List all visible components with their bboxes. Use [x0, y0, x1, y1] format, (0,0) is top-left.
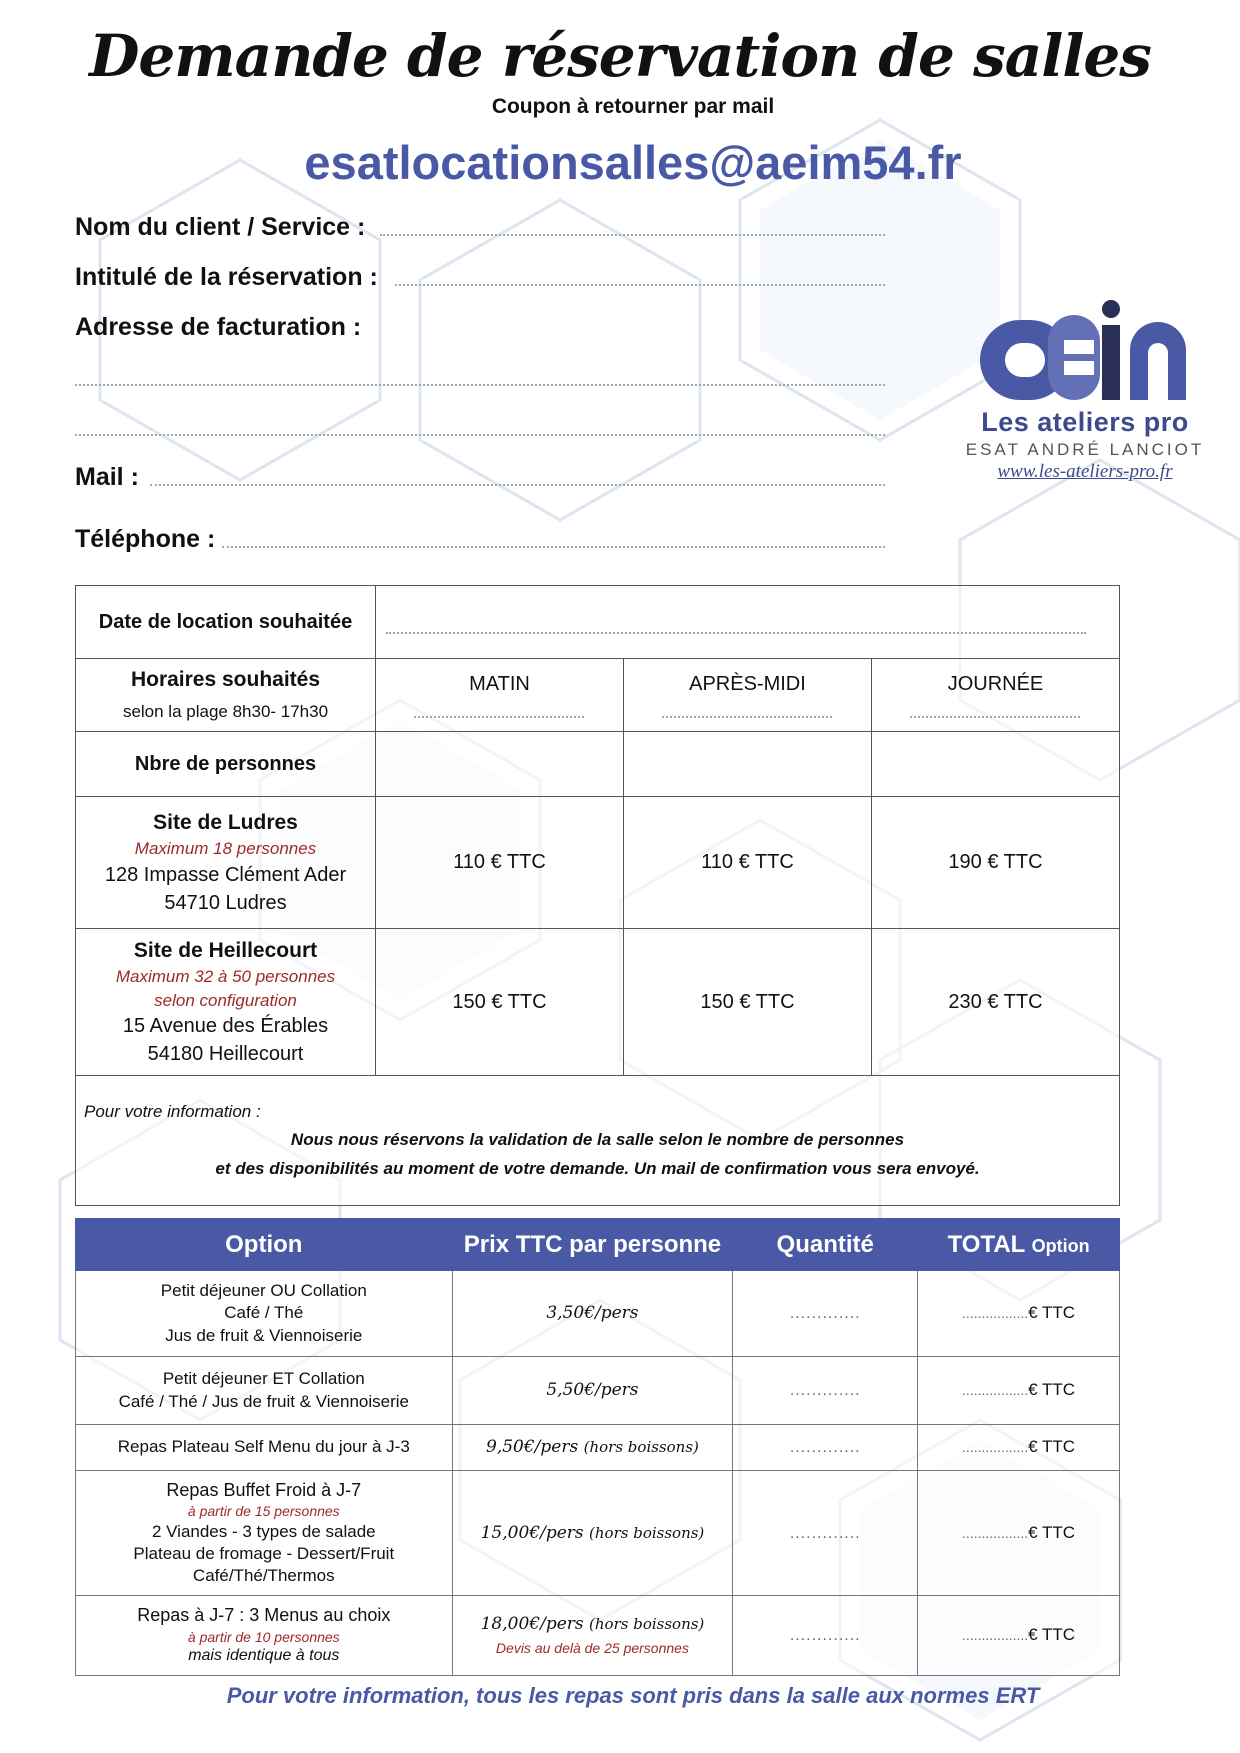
horaires-cell [76, 659, 376, 732]
billing-address-field-line2[interactable] [75, 434, 885, 436]
site-ludres-capacity: Maximum 18 personnes [134, 839, 317, 859]
option-price-note: (hors boissons) [589, 1615, 705, 1634]
price-cell: 230 € TTC [871, 929, 1119, 1076]
site-row-heillecourt [76, 929, 1120, 1076]
page-subtitle: Coupon à retourner par mail [491, 95, 775, 118]
option-description [76, 1471, 453, 1596]
option-line: Café / Thé [224, 1303, 304, 1323]
header-total-small: Option [1031, 1235, 1090, 1256]
option-line: Jus de fruit & Viennoiserie [165, 1325, 363, 1345]
option-price-cell [452, 1596, 733, 1676]
info-line-1: Nous nous réservons la validation de la salle selon le nombre de personnes [290, 1130, 905, 1150]
option-price-note: (hors boissons) [589, 1523, 705, 1542]
option-quantity-field[interactable]: ............. [733, 1425, 918, 1471]
option-total-field[interactable]: .................€ TTC [918, 1425, 1120, 1471]
slot-journee[interactable] [871, 659, 1119, 732]
header-total-label: TOTAL [947, 1230, 1025, 1258]
option-description [76, 1271, 453, 1357]
site-ludres-cell [76, 797, 376, 929]
option-total-field[interactable]: .................€ TTC [918, 1271, 1120, 1357]
site-heillecourt-config: selon configuration [154, 990, 297, 1010]
option-line: Repas à J-7 : 3 Menus au choix [137, 1605, 391, 1626]
option-line: 2 Viandes - 3 types de salade [151, 1521, 376, 1541]
options-table [75, 1218, 1120, 1676]
site-heillecourt-address2: 54180 Heillecourt [147, 1043, 304, 1066]
billing-address-label: Adresse de facturation : [75, 313, 362, 341]
option-price: 15,00€/pers [480, 1522, 584, 1543]
option-quantity-field[interactable]: ............. [733, 1596, 918, 1676]
site-ludres-name: Site de Ludres [153, 810, 298, 834]
site-heillecourt-cell [76, 929, 376, 1076]
option-line: Café / Thé / Jus de fruit & Viennoiserie [118, 1391, 409, 1411]
option-total-unit: € TTC [1028, 1437, 1076, 1457]
slot-apres-midi[interactable] [623, 659, 871, 732]
website-link[interactable]: www.les-ateliers-pro.fr [997, 461, 1173, 482]
slot-matin-label: MATIN [469, 672, 530, 695]
option-description [76, 1425, 453, 1471]
mail-field[interactable] [150, 484, 885, 486]
header-prix: Prix TTC par personne [452, 1219, 733, 1271]
option-total-field[interactable]: .................€ TTC [918, 1596, 1120, 1676]
option-line: Repas Plateau Self Menu du jour à J-3 [117, 1437, 410, 1457]
option-price-cell [452, 1471, 733, 1596]
price-cell: 110 € TTC [376, 797, 624, 929]
option-price: 3,50€/pers [452, 1271, 733, 1357]
option-total-unit: € TTC [1028, 1380, 1076, 1400]
option-line: mais identique à tous [188, 1646, 340, 1664]
date-field[interactable] [376, 586, 1120, 659]
option-price: 18,00€/pers [480, 1614, 584, 1635]
site-heillecourt-address1: 15 Avenue des Érables [122, 1015, 329, 1038]
option-row [76, 1471, 1120, 1596]
option-description [76, 1596, 453, 1676]
header-quantite: Quantité [733, 1219, 918, 1271]
option-line: Café/Thé/Thermos [192, 1565, 335, 1585]
option-row [76, 1425, 1120, 1471]
header-option: Option [76, 1219, 453, 1271]
billing-address-field-line1[interactable] [75, 384, 885, 386]
option-line: Petit déjeuner OU Collation [160, 1281, 367, 1301]
option-devis-note: Devis au delà de 25 personnes [495, 1640, 689, 1657]
page-title: Demande de réservation de salles [89, 22, 1151, 90]
slot-apres-midi-label: APRÈS-MIDI [689, 672, 806, 695]
site-ludres-address1: 128 Impasse Clément Ader [104, 864, 347, 887]
option-line: Repas Buffet Froid à J-7 [166, 1480, 362, 1501]
site-heillecourt-capacity: Maximum 32 à 50 personnes [115, 966, 336, 986]
contact-email-link[interactable]: esatlocationsalles@aeim54.fr [304, 136, 962, 189]
logo-name: Les ateliers pro [981, 407, 1189, 437]
price-cell: 150 € TTC [623, 929, 871, 1076]
option-price-cell [452, 1425, 733, 1471]
horaires-row [76, 659, 1120, 732]
client-name-field[interactable] [380, 234, 885, 236]
nbre-apres-midi-field[interactable] [623, 732, 871, 797]
info-cell [76, 1076, 1120, 1206]
company-logo [950, 295, 1220, 490]
site-ludres-address2: 54710 Ludres [164, 892, 287, 915]
horaires-label: Horaires souhaités [130, 668, 321, 691]
nbre-matin-field[interactable] [376, 732, 624, 797]
option-price-note: (hors boissons) [583, 1438, 699, 1457]
price-cell: 150 € TTC [376, 929, 624, 1076]
info-row [76, 1076, 1120, 1206]
phone-field[interactable] [222, 546, 885, 548]
option-line: Petit déjeuner ET Collation [162, 1369, 365, 1389]
slot-matin[interactable] [376, 659, 624, 732]
option-quantity-field[interactable]: ............. [733, 1271, 918, 1357]
option-note: à partir de 10 personnes [187, 1628, 340, 1645]
date-label: Date de location souhaitée [76, 586, 376, 659]
logo-subtitle: ESAT ANDRÉ LANCIOT [965, 440, 1205, 459]
footer-note: Pour votre information, tous les repas sont pris dans la salle aux normes ERT [226, 1683, 1040, 1708]
nbre-label: Nbre de personnes [76, 732, 376, 797]
option-total-unit: € TTC [1028, 1303, 1076, 1323]
option-row [76, 1271, 1120, 1357]
option-price: 9,50€/pers [486, 1437, 579, 1458]
phone-label: Téléphone : [75, 525, 216, 553]
option-description [76, 1357, 453, 1425]
booking-title-field[interactable] [395, 284, 885, 286]
option-quantity-field[interactable]: ............. [733, 1471, 918, 1596]
booking-table [75, 585, 1120, 1206]
horaires-note: selon la plage 8h30- 17h30 [122, 702, 329, 721]
option-total-unit: € TTC [1028, 1625, 1076, 1645]
option-total-field[interactable]: .................€ TTC [918, 1471, 1120, 1596]
option-line: Plateau de fromage - Dessert/Fruit [133, 1543, 395, 1563]
option-total-unit: € TTC [1028, 1522, 1076, 1542]
nbre-row [76, 732, 1120, 797]
header-total [918, 1219, 1120, 1271]
option-row [76, 1596, 1120, 1676]
option-total-field[interactable]: .................€ TTC [918, 1357, 1120, 1425]
aeim-logo-mark [970, 295, 1200, 405]
site-row-ludres [76, 797, 1120, 929]
client-name-label: Nom du client / Service : [75, 213, 366, 241]
option-row [76, 1357, 1120, 1425]
option-price: 5,50€/pers [452, 1357, 733, 1425]
slot-journee-label: JOURNÉE [947, 672, 1044, 695]
info-label: Pour votre information : [84, 1102, 261, 1122]
mail-label: Mail : [75, 463, 139, 491]
site-heillecourt-name: Site de Heillecourt [133, 938, 318, 962]
price-cell: 190 € TTC [871, 797, 1119, 929]
price-cell: 110 € TTC [623, 797, 871, 929]
info-line-2: et des disponibilités au moment de votre demande. Un mail de confirmation vous sera envoyé. [215, 1158, 980, 1178]
option-note: à partir de 15 personnes [187, 1503, 340, 1520]
option-quantity-field[interactable]: ............. [733, 1357, 918, 1425]
booking-title-label: Intitulé de la réservation : [75, 263, 378, 291]
date-row [76, 586, 1120, 659]
nbre-journee-field[interactable] [871, 732, 1119, 797]
options-header-row [76, 1219, 1120, 1271]
